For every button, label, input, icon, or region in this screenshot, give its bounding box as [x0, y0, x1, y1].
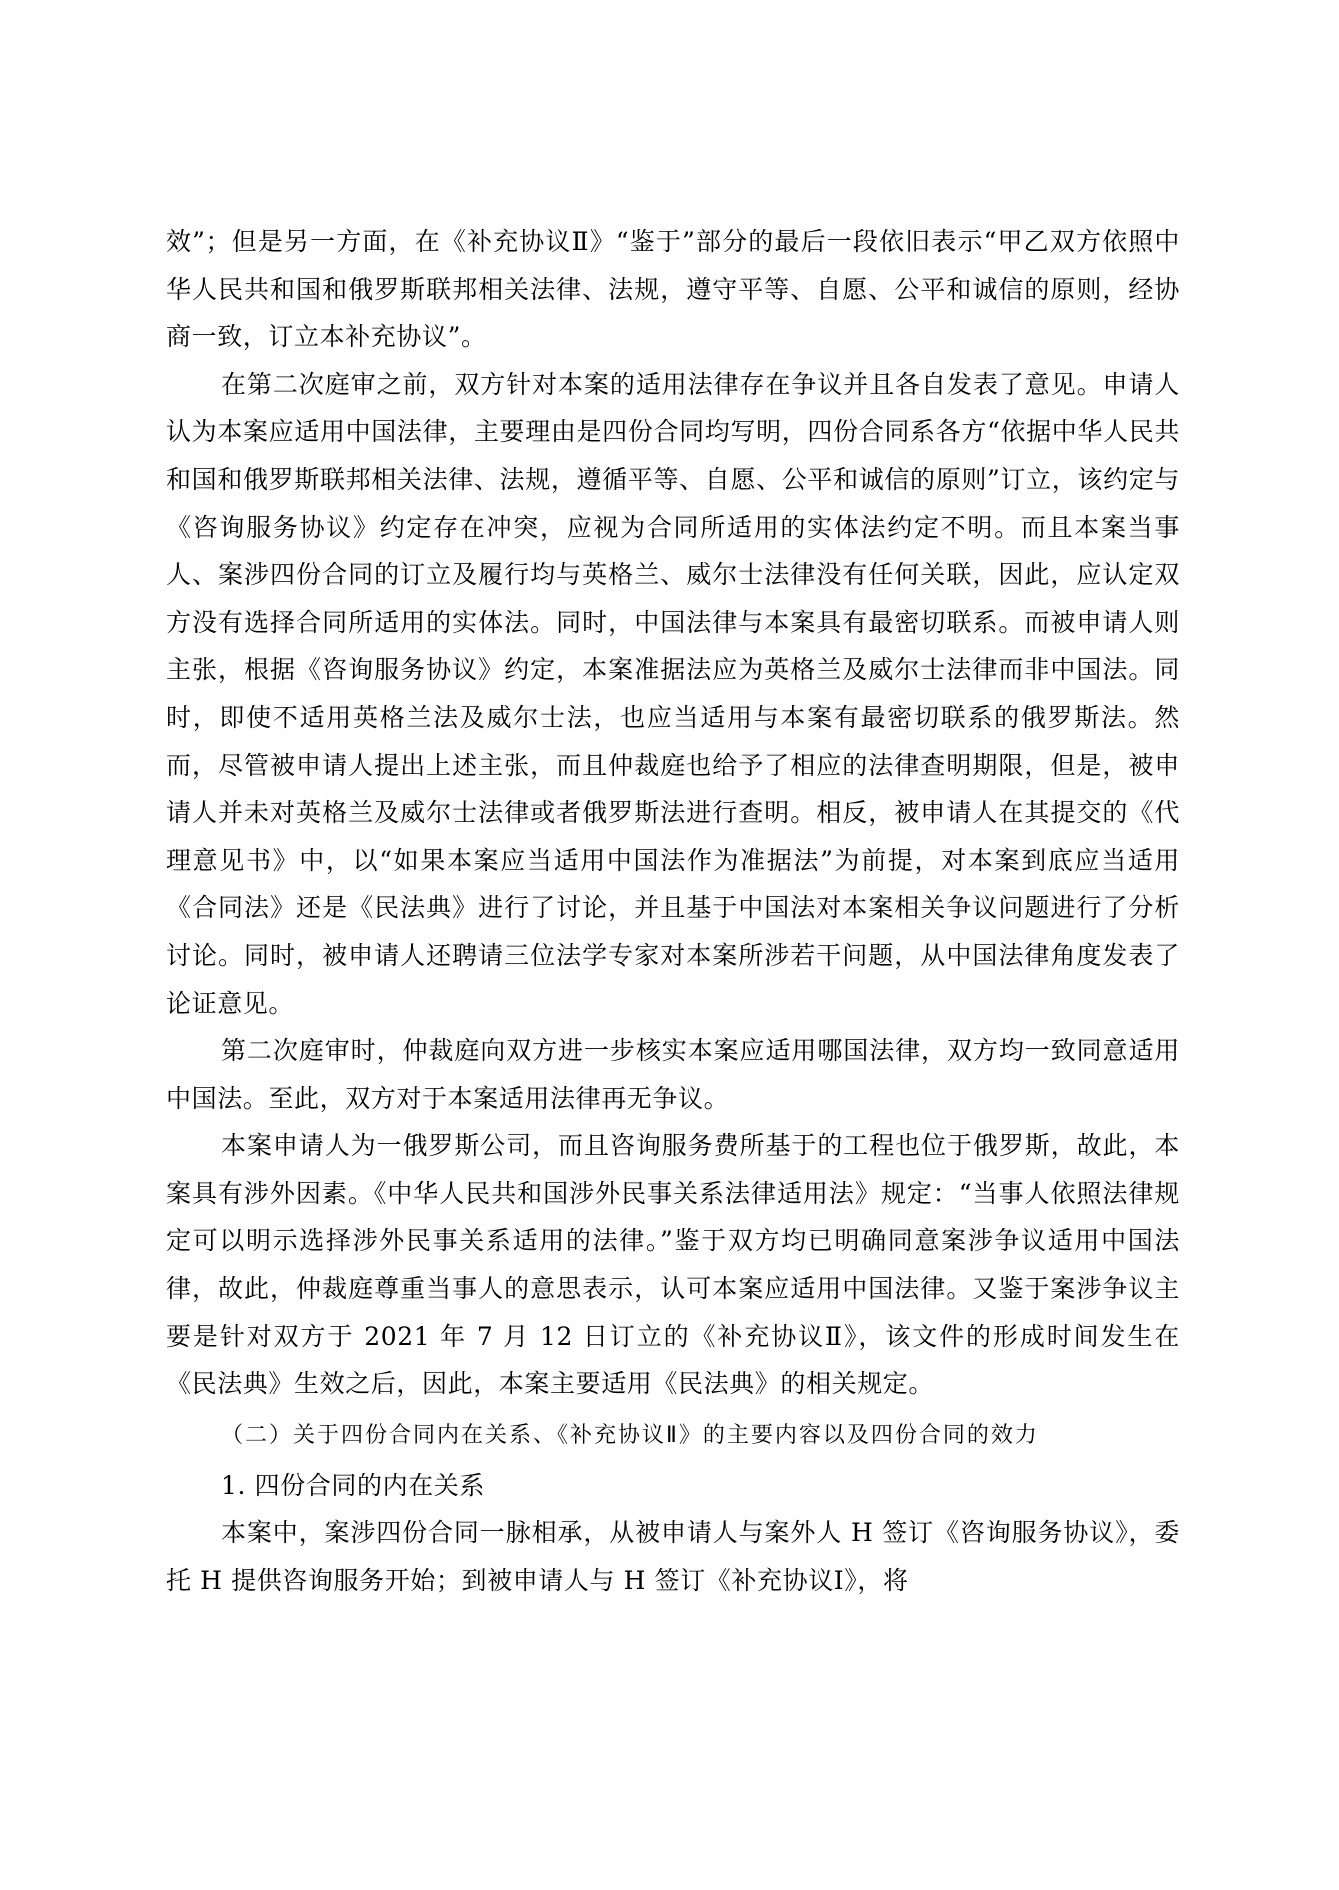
section-heading: （二）关于四份合同内在关系、《补充协议Ⅱ》的主要内容以及四份合同的效力: [221, 1422, 1039, 1448]
paragraph-applicable-law-dispute: 在第二次庭审之前，双方针对本案的适用法律存在争议并且各自发表了意见。申请人认为本案应适用中国法律，主要理由是四份合同均写明，四份合同系各方“依据中华人民共和国和俄罗斯联邦相关法律、法规，遵循平等、自愿、公平和诚信的原则”订立，该约定与《咨询服务协议》约定存在冲突，应视为合同所适用的实体法约定不明。而且本案当事人、案涉四份合同的订立及履行均与英格兰、威尔士法律没有任何关联，因此，应认定双方没有选择合同所适用的实体法。同时，中国法律与本案具有最密切联系。而被申请人则主张，根据《咨询服务协议》约定，本案准据法应为英格兰及威尔士法律而非中国法。同时，即使不适用英格兰法及威尔士法，也应当适用与本案有最密切联系的俄罗斯法。然而，尽管被申请人提出上述主张，而且仲裁庭也给予了相应的法律查明期限，但是，被申请人并未对英格兰及威尔士法律或者俄罗斯法进行查明。相反，被申请人在其提交的《代理意见书》中，以“如果本案应当适用中国法作为准据法”为前提，对本案到底应当适用《合同法》还是《民法典》进行了讨论，并且基于中国法对本案相关争议问题进行了分析讨论。同时，被申请人还聘请三位法学专家对本案所涉若干问题，从中国法律角度发表了论证意见。: [166, 369, 1180, 1018]
paragraph-continuation: 效”；但是另一方面，在《补充协议Ⅱ》“鉴于”部分的最后一段依旧表示“甲乙双方依照中华人民共和国和俄罗斯联邦相关法律、法规，遵守平等、自愿、公平和诚信的原则，经协商一致，订立本补充协议”。: [166, 227, 1180, 352]
paragraph-foreign-element: 本案申请人为一俄罗斯公司，而且咨询服务费所基于的工程也位于俄罗斯，故此，本案具有涉外因素。《中华人民共和国涉外民事关系法律适用法》规定：“当事人依照法律规定可以明示选择涉外民事关系适用的法律。”鉴于双方均已明确同意案涉争议适用中国法律，故此，仲裁庭尊重当事人的意思表示，认可本案应适用中国法律。又鉴于案涉争议主要是针对双方于 2021 年 7 月 12 日订立的《补充协议Ⅱ》，该文件的形成时间发生在《民法典》生效之后，因此，本案主要适用《民法典》的相关规定。: [166, 1131, 1180, 1399]
paragraph-second-hearing: 第二次庭审时，仲裁庭向双方进一步核实本案应适用哪国法律，双方均一致同意适用中国法。至此，双方对于本案适用法律再无争议。: [166, 1036, 1180, 1113]
subsection-heading: 1. 四份合同的内在关系: [221, 1470, 486, 1500]
document-page: [166, 218, 1180, 1605]
paragraph-four-contracts: 本案中，案涉四份合同一脉相承，从被申请人与案外人 H 签订《咨询服务协议》，委托 H 提供咨询服务开始；到被申请人与 H 签订《补充协议Ⅰ》，将: [166, 1518, 1180, 1596]
